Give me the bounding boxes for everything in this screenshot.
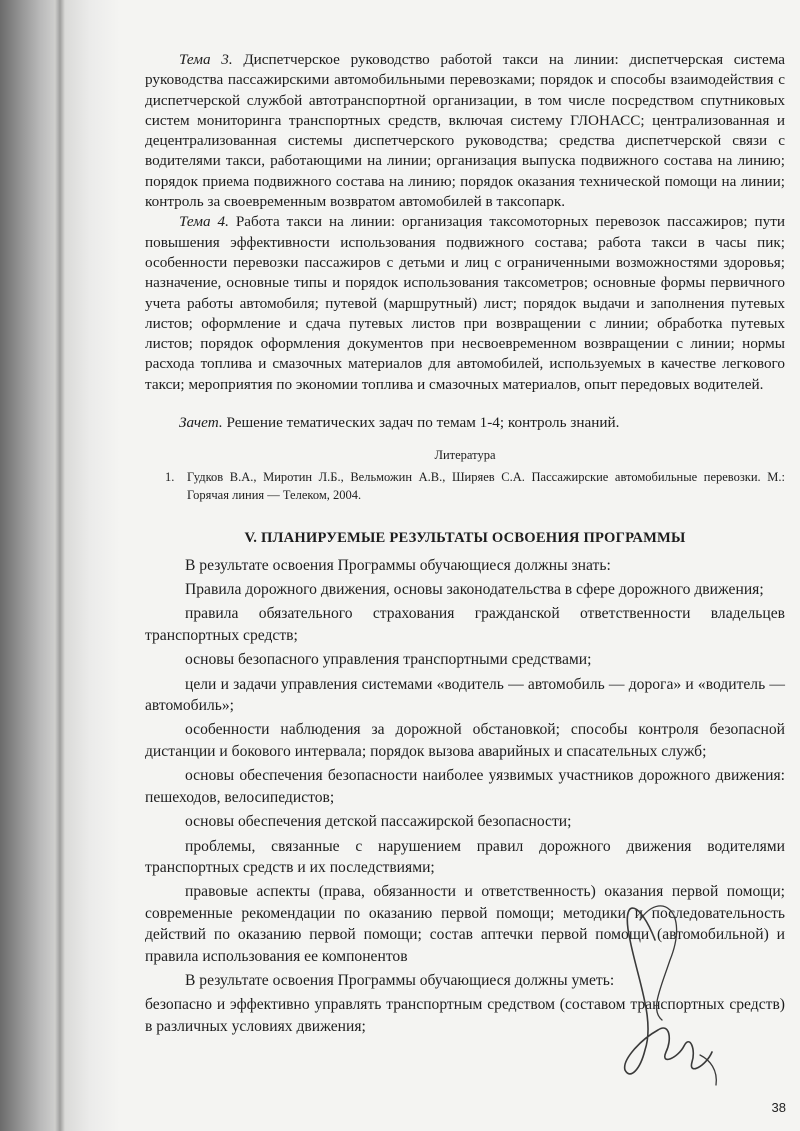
theme-4-text: Работа такси на линии: организация таксомоторных перевозок пассажиров; пути повышения эффективности использования подвижного состава; работа такси в часы пик; особенности перевозки пассажиров с детьми и лиц с ограниченными возможностями здоровья; назначение, основные типы и порядок использования таксометров; основные формы первичного учета работы автомобиля; путевой (маршрутный) лист; порядок выдачи и заполнения путевых листов; оформление и сдача путевых листов при возвращении с линии; обработка путевых листов; порядок оформления документов при несвоевременном возвращении с линии; нормы расхода топлива и смазочных материалов для автомобилей, используемых в качестве легкового такси; мероприятия по экономии топлива и смазочных материалов, опыт передовых водителей. bbox=[145, 213, 786, 393]
know-intro: В результате освоения Программы обучающиеся должны знать: bbox=[185, 556, 611, 574]
able-item: безопасно и эффективно управлять транспортным средством (составом транспортных средств) в различных условиях движения; bbox=[145, 996, 785, 1035]
know-item: особенности наблюдения за дорожной обстановкой; способы контроля безопасной дистанции и бокового интервала; порядок вызова аварийных и спасательных служб; bbox=[145, 721, 785, 760]
know-item: цели и задачи управления системами «водитель — автомобиль — дорога» и «водитель — автомобиль»; bbox=[145, 675, 785, 715]
theme-3-label: Тема 3. bbox=[179, 51, 233, 68]
literature-item-number: 1. bbox=[165, 470, 175, 485]
know-item: Правила дорожного движения, основы законодательства в сфере дорожного движения; bbox=[185, 581, 764, 599]
know-item: правила обязательного страхования гражданской ответственности владельцев транспортных средств; bbox=[145, 605, 785, 644]
able-intro: В результате освоения Программы обучающиеся должны уметь: bbox=[185, 971, 615, 989]
zachet-label: Зачет. bbox=[179, 414, 223, 432]
theme-4-label: Тема 4. bbox=[179, 213, 229, 231]
handwritten-signature bbox=[600, 880, 750, 1110]
theme-3-text: Диспетчерское руководство работой такси на линии: диспетчерская система руководства пассажирскими автомобильными перевозками; порядок и способы взаимодействия с диспетчерской службой автотранспортной организации, в том числе посредством спутниковых систем мониторинга транспортных средств, включая систему ГЛОНАСС; централизованная и децентрализованная системы диспетчерского руководства; средства диспетчерской связи с водителями такси, работающими на линии; организация выпуска подвижного состава на линию; порядок приема подвижного состава на линию; порядок оказания технической помощи на линии; контроль за своевременным возвратом автомобилей в таксопарк. bbox=[145, 51, 786, 211]
literature-item-text: Гудков В.А., Миротин Л.Б., Вельможин А.В., Ширяев С.А. Пассажирские автомобильные перевозки. М.: Горячая линия — Телеком, 2004. bbox=[187, 470, 785, 503]
section-title: V. ПЛАНИРУЕМЫЕ РЕЗУЛЬТАТЫ ОСВОЕНИЯ ПРОГРАММЫ bbox=[244, 530, 686, 547]
theme-4-paragraph bbox=[145, 212, 785, 395]
know-item: проблемы, связанные с нарушением правил дорожного движения водителями транспортных средств и их последствиями; bbox=[145, 837, 785, 876]
zachet-paragraph bbox=[145, 413, 785, 433]
literature-item bbox=[165, 468, 785, 504]
page-number: 38 bbox=[771, 1100, 786, 1115]
know-item: правовые аспекты (права, обязанности и ответственность) оказания первой помощи; современные рекомендации по оказанию первой помощи; методики и последовательность действий по оказанию первой помощи; состав аптечки первой помощи (автомобильной) и правила использования ее компонентов bbox=[145, 883, 785, 965]
literature-title: Литература bbox=[434, 448, 496, 463]
know-item: основы безопасного управления транспортными средствами; bbox=[185, 651, 592, 669]
know-item: основы обеспечения детской пассажирской безопасности; bbox=[185, 813, 572, 831]
zachet-text: Решение тематических задач по темам 1-4; контроль знаний. bbox=[226, 414, 620, 432]
binding-fold bbox=[55, 0, 65, 1131]
know-item: основы обеспечения безопасности наиболее уязвимых участников дорожного движения: пешеходов, велосипедистов; bbox=[145, 767, 785, 806]
theme-3-paragraph bbox=[145, 50, 785, 212]
